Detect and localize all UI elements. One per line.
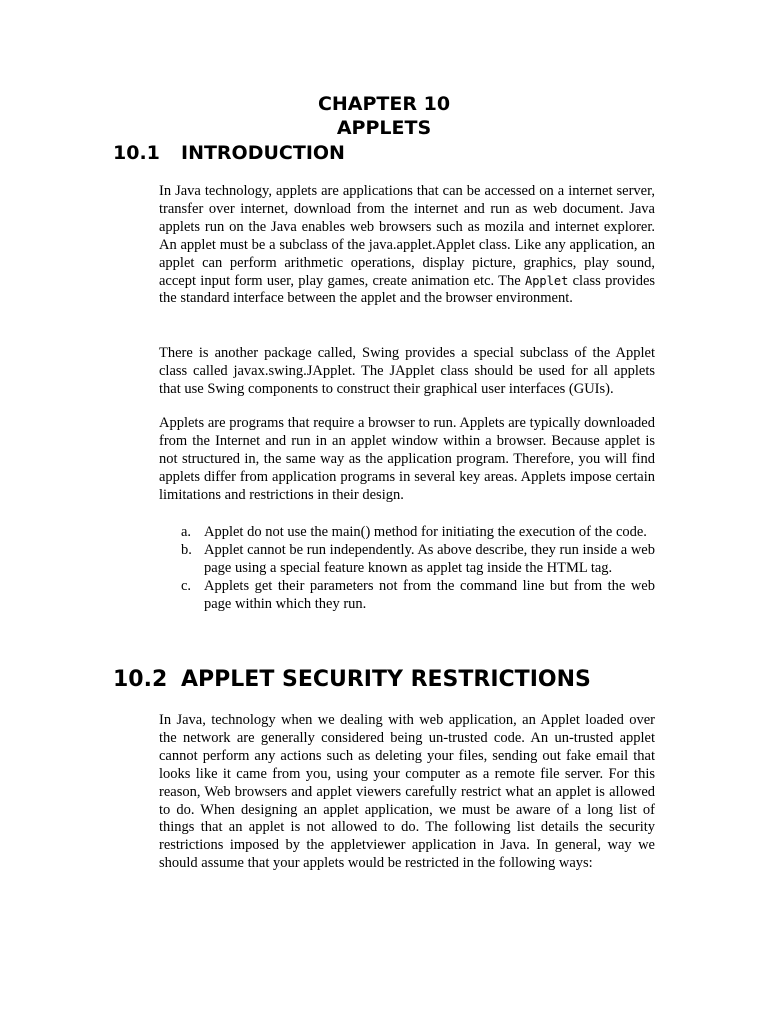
list-item <box>159 524 655 542</box>
section-number: 10.2 <box>113 667 168 692</box>
chapter-number: CHAPTER 10 <box>317 93 451 115</box>
chapter-title: APPLETS <box>336 117 432 139</box>
intro-paragraph-1 <box>159 183 655 308</box>
section-number: 10.1 <box>113 142 160 164</box>
list-item-text: Applets get their parameters not from the command line but from the web page within which they run. <box>204 577 655 612</box>
section-title: APPLET SECURITY RESTRICTIONS <box>181 667 591 692</box>
list-item-text: Applet do not use the main() method for initiating the execution of the code. <box>204 524 647 540</box>
paragraph-text: In Java technology, applets are applications that can be accessed on a internet server, transfer over internet, download from the internet and run as web document. Java applets run on the Java enables web browsers such as mozila and internet explorer. An applet must be a subclass of the java.applet.Applet class. Like any application, an applet can perform arithmetic operations, display picture, graphics, play sound, accept input form user, play games, create animation etc. The <box>159 183 655 289</box>
list-item-text: Applet cannot be run independently. As above describe, they run inside a web page using a special feature known as applet tag inside the HTML tag. <box>204 541 655 576</box>
inline-code: Applet <box>524 273 569 288</box>
intro-paragraph-3: Applets are programs that require a browser to run. Applets are typically downloaded from the Internet and run in an applet window within a browser. Because applet is not structured in, the same way as the application program. Therefore, you will find applets differ from application programs in several key areas. Applets impose certain limitations and restrictions in their design. <box>159 415 655 503</box>
intro-paragraph-2: There is another package called, Swing provides a special subclass of the Applet class called javax.swing.JApplet. The JApplet class should be used for all applets that use Swing components to construct their graphical user interfaces (GUIs). <box>159 345 655 397</box>
list-marker: a. <box>181 524 192 540</box>
section-heading-security <box>113 666 591 694</box>
section-heading-introduction <box>113 141 345 165</box>
section-title: INTRODUCTION <box>181 142 345 164</box>
security-paragraph-1: In Java, technology when we dealing with web application, an Applet loaded over the network are generally considered being un-trusted code. An un-trusted applet cannot perform any actions such as deleting your files, sending out fake email that looks like it came from you, using your computer as a remote file server. For this reason, Web browsers and applet viewers carefully restrict what an applet is allowed to do. When designing an applet application, we must be aware of a long list of things that an applet is not allowed to do. The following list details the security restrictions imposed by the appletviewer application in Java. In general, way we should assume that your applets would be restricted in the following ways: <box>159 712 655 872</box>
chapter-heading <box>0 92 768 140</box>
applet-characteristics-list <box>159 524 655 614</box>
list-item <box>159 578 655 614</box>
list-item <box>159 542 655 578</box>
paragraph-text: class provides the standard interface between the applet and the browser environment. <box>159 272 656 307</box>
list-marker: c. <box>181 577 192 594</box>
list-marker: b. <box>181 541 192 558</box>
